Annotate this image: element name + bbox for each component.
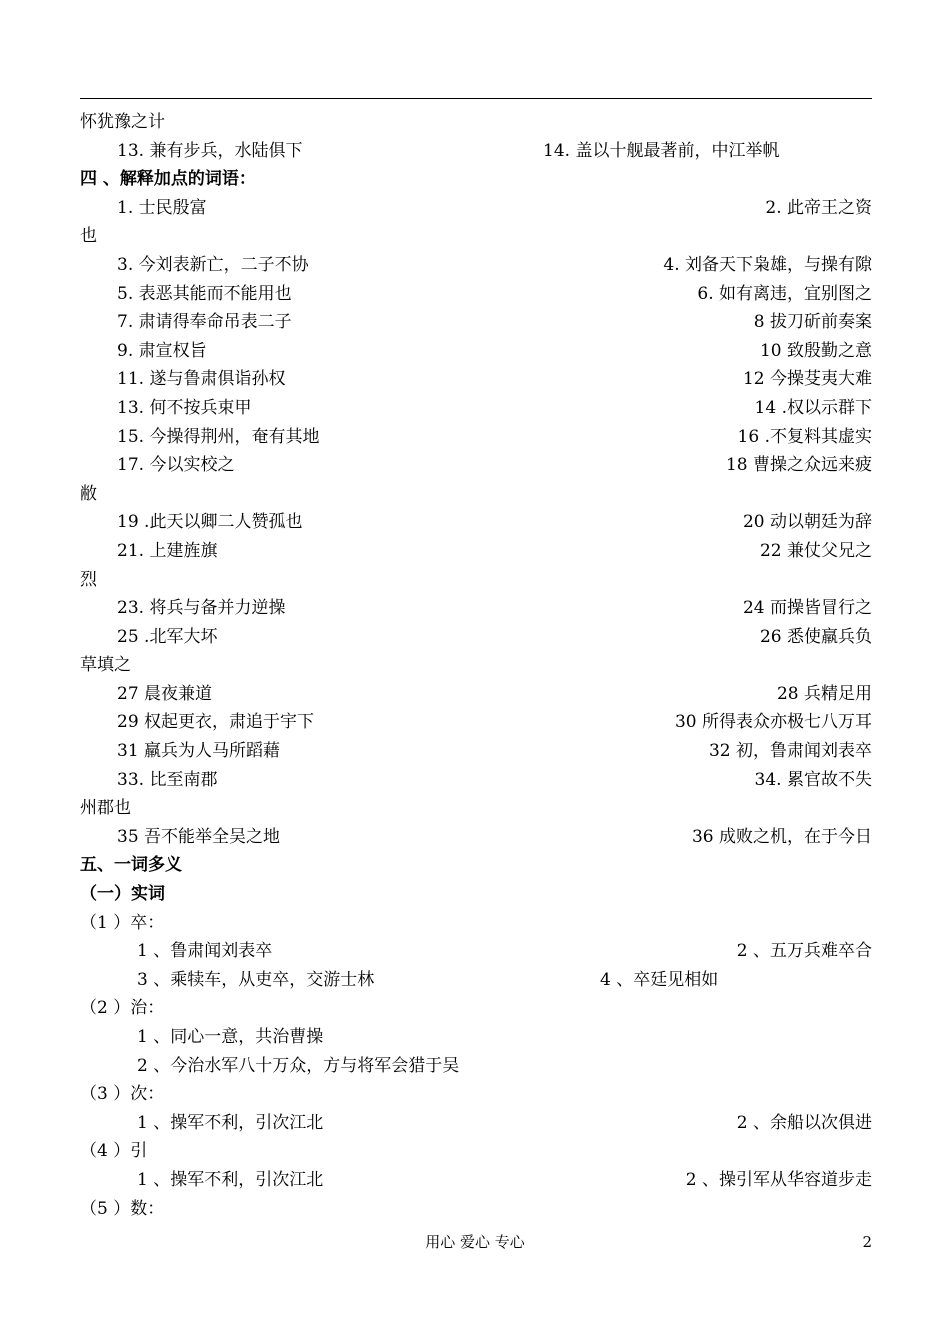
- line-left: 烈: [80, 569, 97, 590]
- line-left: 7. 肃请得奉命吊表二子: [117, 312, 292, 333]
- text-line: [0, 680, 950, 709]
- line-left: （1 ）卒：: [80, 912, 165, 933]
- line-left: （4 ）引: [80, 1141, 148, 1162]
- line-right: 20 动以朝廷为辞: [742, 512, 872, 533]
- text-line: [0, 251, 950, 280]
- line-left: 13. 何不按兵束甲: [117, 397, 252, 418]
- line-left: 3. 今刘表新亡，二子不协: [117, 254, 309, 275]
- footer-motto: 用心 爱心 专心: [425, 1233, 525, 1251]
- text-line: [0, 508, 950, 537]
- line-left: 1 、鲁肃闻刘表卒: [137, 941, 273, 962]
- line-right: 36 成败之机，在于今日: [691, 826, 872, 847]
- text-line: [0, 766, 950, 795]
- line-right: 30 所得表众亦极七八万耳: [674, 712, 872, 733]
- line-right: 22 兼仗父兄之: [759, 540, 872, 561]
- line-right: 2 、操引军从华容道步走: [685, 1169, 872, 1190]
- line-left: 敝: [80, 483, 97, 504]
- header-rule: [80, 98, 872, 99]
- line-left: 州郡也: [80, 798, 131, 819]
- text-line: [0, 937, 950, 966]
- section-title: 五、一词多义: [80, 855, 182, 876]
- line-right: 14 .权以示群下: [754, 397, 872, 418]
- line-left: 33. 比至南郡: [117, 769, 218, 790]
- line-right: 24 而操皆冒行之: [742, 598, 872, 619]
- text-line: [0, 1166, 950, 1195]
- section-heading: [0, 851, 950, 880]
- text-line: [0, 1109, 950, 1138]
- line-left: 31 羸兵为人马所蹈藉: [117, 741, 281, 762]
- line-right: 12 今操芟夷大难: [742, 369, 872, 390]
- line-left: 1. 士民殷富: [117, 197, 207, 218]
- text-line: [0, 137, 950, 166]
- text-line: [0, 308, 950, 337]
- line-left: （5 ）数：: [80, 1198, 165, 1219]
- line-left: 5. 表恶其能而不能用也: [117, 283, 292, 304]
- line-left: 1 、操军不利，引次江北: [137, 1169, 324, 1190]
- text-line: [0, 480, 950, 509]
- line-left: 1 、操军不利，引次江北: [137, 1112, 324, 1133]
- text-line: [0, 1195, 950, 1224]
- line-left: 草填之: [80, 655, 131, 676]
- text-line: [0, 566, 950, 595]
- text-line: [0, 909, 950, 938]
- text-line: [0, 623, 950, 652]
- text-line: [0, 737, 950, 766]
- text-line: [0, 280, 950, 309]
- page-footer: [0, 1228, 950, 1256]
- line-left: 11. 遂与鲁肃俱诣孙权: [117, 369, 286, 390]
- text-line: [0, 594, 950, 623]
- line-right: 6. 如有离违，宜别图之: [697, 283, 872, 304]
- text-line: [0, 1137, 950, 1166]
- line-mid: 14. 盖以十舰最著前，中江举帆: [543, 140, 780, 161]
- line-left: 1 、同心一意，共治曹操: [137, 1027, 324, 1047]
- line-left: 29 权起更衣，肃追于宇下: [117, 712, 315, 733]
- line-left: 19 .此天以卿二人赞孤也: [117, 512, 303, 533]
- line-left: 怀犹豫之计: [80, 112, 165, 132]
- section-title: 四 、解释加点的词语：: [80, 169, 256, 190]
- line-right: 28 兵精足用: [776, 683, 872, 704]
- line-right: 2 、余船以次俱进: [736, 1112, 872, 1133]
- text-line: [0, 794, 950, 823]
- line-right: 26 悉使羸兵负: [759, 626, 872, 647]
- text-line: [0, 651, 950, 680]
- line-left: 9. 肃宣权旨: [117, 340, 207, 361]
- line-right: 32 初，鲁肃闻刘表卒: [708, 741, 872, 762]
- line-left: （3 ）次：: [80, 1084, 165, 1105]
- text-line: [0, 708, 950, 737]
- subsection-heading: [0, 880, 950, 909]
- text-line: [0, 1080, 950, 1109]
- line-right: 10 致殷勤之意: [759, 340, 872, 361]
- text-line: [0, 994, 950, 1023]
- line-left: 27 晨夜兼道: [117, 683, 213, 704]
- line-left: 17. 今以实校之: [117, 455, 235, 476]
- line-left: 3 、乘犊车，从吏卒，交游士林: [137, 969, 375, 990]
- line-right: 4 、卒廷见相如: [600, 969, 719, 990]
- line-left: 35 吾不能举全吴之地: [117, 826, 281, 847]
- text-line: [0, 1052, 950, 1081]
- line-left: 21. 上建旌旗: [117, 540, 218, 561]
- line-left: 13. 兼有步兵，水陆俱下: [117, 140, 303, 161]
- text-line: [0, 823, 950, 852]
- line-left: 2 、今治水军八十万众，方与将军会猎于吴: [137, 1055, 460, 1076]
- subsection-title: （一）实词: [80, 884, 165, 905]
- text-line: [0, 423, 950, 452]
- document-body: [0, 108, 950, 1223]
- text-line: [0, 1023, 950, 1052]
- page-number: 2: [862, 1233, 872, 1251]
- text-line: [0, 365, 950, 394]
- text-line: [0, 451, 950, 480]
- line-right: 2. 此帝王之资: [765, 197, 872, 218]
- text-line: [0, 222, 950, 251]
- line-right: 8 拔刀斫前奏案: [753, 312, 872, 333]
- text-line: [0, 394, 950, 423]
- text-line: [0, 194, 950, 223]
- line-left: 15. 今操得荆州，奄有其地: [117, 426, 320, 447]
- line-right: 18 曹操之众远来疲: [725, 455, 872, 476]
- text-line: [0, 337, 950, 366]
- line-right: 16 .不复料其虚实: [737, 426, 872, 447]
- line-right: 34. 累官故不失: [754, 769, 872, 790]
- line-left: 也: [80, 226, 97, 247]
- line-left: 25 .北军大坏: [117, 626, 218, 647]
- text-line: [0, 966, 950, 995]
- line-left: （2 ）治：: [80, 998, 165, 1019]
- text-line: [0, 108, 950, 137]
- line-right: 4. 刘备天下枭雄，与操有隙: [663, 254, 872, 275]
- text-line: [0, 537, 950, 566]
- line-left: 23. 将兵与备并力逆操: [117, 598, 286, 619]
- section-heading: [0, 165, 950, 194]
- line-right: 2 、五万兵难卒合: [736, 941, 872, 962]
